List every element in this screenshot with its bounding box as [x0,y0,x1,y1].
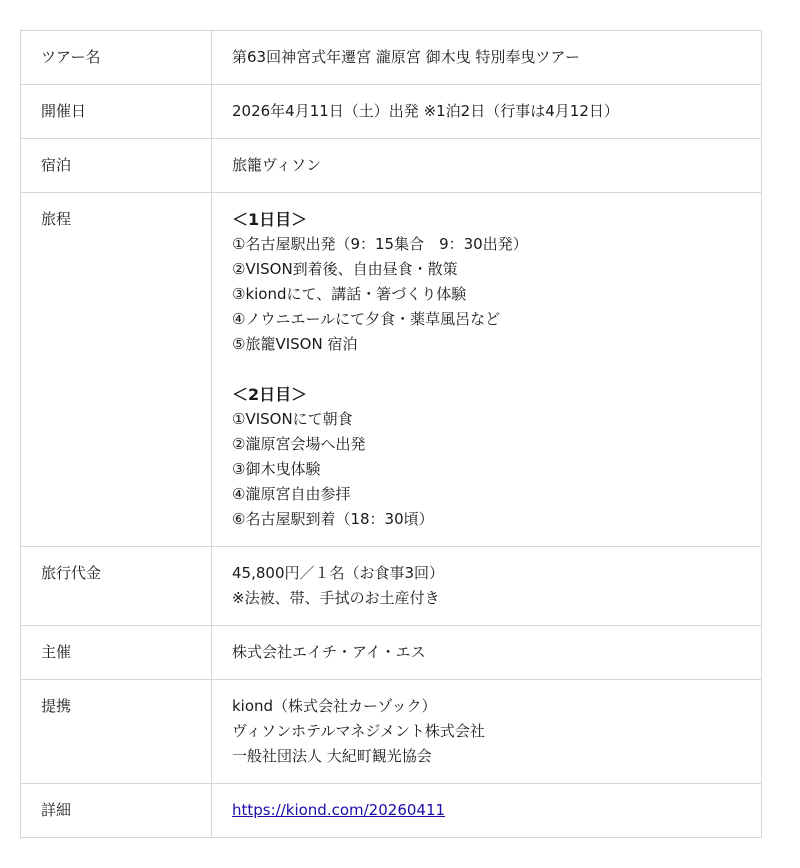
itinerary-item: ③御木曳体験 [232,460,321,478]
table-row [21,547,762,626]
itinerary-item: ⑤旅籠VISON 宿泊 [232,335,358,353]
tour-info-table [20,30,762,838]
table-row [21,139,762,193]
row-value-tour-name: 第63回神宮式年遷宮 瀧原宮 御木曳 特別奉曳ツアー [212,31,762,85]
itinerary-item: ④瀧原宮自由参拝 [232,485,351,503]
itinerary-item: ③kiondにて、講話・箸づくり体験 [232,285,467,303]
table-row [21,784,762,838]
table-row [21,626,762,680]
day2-title: ＜2日目＞ [232,385,308,404]
itinerary-item: ①名古屋駅出発（9：15集合 9：30出発） [232,235,528,253]
row-value-partners [212,680,762,784]
itinerary-item: ①VISONにて朝食 [232,410,353,428]
row-value-lodging: 旅籠ヴィソン [212,139,762,193]
itinerary-item: ⑥名古屋駅到着（18：30頃） [232,510,434,528]
row-label-details: 詳細 [21,784,212,838]
spacer [232,357,741,382]
day1-title: ＜1日目＞ [232,210,308,229]
itinerary-item: ②瀧原宮会場へ出発 [232,435,366,453]
row-value-date: 2026年4月11日（土）出発 ※1泊2日（行事は4月12日） [212,85,762,139]
details-link[interactable]: https://kiond.com/20260411 [232,801,446,819]
row-value-price [212,547,762,626]
itinerary-item: ②VISON到着後、自由昼食・散策 [232,260,458,278]
row-value-organizer: 株式会社エイチ・アイ・エス [212,626,762,680]
table-row [21,85,762,139]
row-label-price: 旅行代金 [21,547,212,626]
partner-item: ヴィソンホテルマネジメント株式会社 [232,722,485,740]
row-label-tour-name: ツアー名 [21,31,212,85]
row-value-itinerary [212,193,762,547]
row-label-itinerary: 旅程 [21,193,212,547]
price-note: ※法被、帯、手拭のお土産付き [232,589,440,607]
row-label-lodging: 宿泊 [21,139,212,193]
table-row [21,31,762,85]
row-value-details [212,784,762,838]
table-row [21,193,762,547]
row-label-organizer: 主催 [21,626,212,680]
price-line: 45,800円／１名（お食事3回） [232,564,445,582]
partner-item: 一般社団法人 大紀町観光協会 [232,747,432,765]
partner-item: kiond（株式会社カーゾック） [232,697,437,715]
row-label-partners: 提携 [21,680,212,784]
row-label-date: 開催日 [21,85,212,139]
itinerary-item: ④ノウニエールにて夕食・薬草風呂など [232,310,501,328]
table-row [21,680,762,784]
